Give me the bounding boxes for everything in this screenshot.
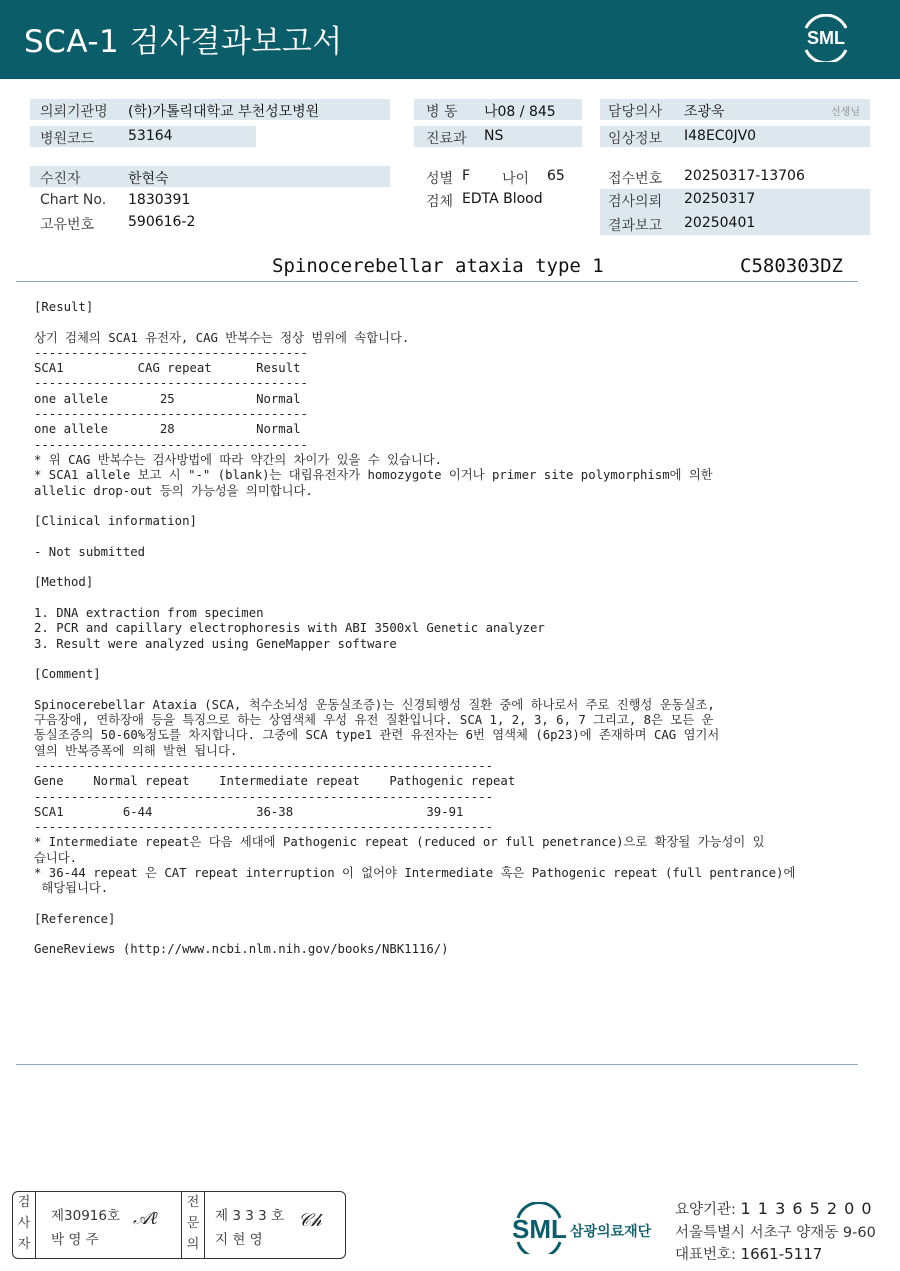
phone-number: 1661-5117 <box>740 1245 823 1263</box>
report-line: [Comment] <box>34 667 101 682</box>
report-line: one allele 28 Normal <box>34 422 301 437</box>
vertical-char: 문 <box>186 1216 200 1231</box>
sml-logo-text: SML <box>807 28 845 48</box>
table-divider: ------------------------------------- <box>34 345 308 360</box>
doctor-label: 담당의사 <box>608 104 663 120</box>
test-name: Spinocerebellar ataxia type 1 <box>272 255 604 277</box>
blank-line <box>34 591 864 606</box>
footer-phone <box>675 1243 822 1264</box>
specialist-name: 지 현 영 <box>215 1232 263 1248</box>
receipt-label: 접수번호 <box>608 171 663 187</box>
report-header <box>0 0 900 79</box>
specimen-field <box>414 189 584 210</box>
sex-value: F <box>462 168 471 184</box>
report-line: SCA1 6-44 36-38 39-91 <box>34 804 464 819</box>
blank-line <box>34 499 864 514</box>
unique-field <box>30 212 390 233</box>
report-line: 습니다. <box>34 850 78 865</box>
hospital-code-field <box>30 126 256 147</box>
report-line: * 36-44 repeat 은 CAT repeat interruption 이 없어야 Intermediate 혹은 Pathogenic repeat (full pentrance)에 <box>34 865 796 880</box>
patient-value: 한현숙 <box>128 171 169 187</box>
hospital-code-label: 병원코드 <box>40 131 95 147</box>
patient-label: 수진자 <box>40 171 81 187</box>
ward-label: 병 동 <box>426 104 458 120</box>
chart-field <box>30 190 390 211</box>
vertical-char: 검 <box>17 1195 31 1210</box>
report-line: [Result] <box>34 300 94 314</box>
inspector-label <box>13 1192 36 1258</box>
vertical-char: 자 <box>17 1237 31 1252</box>
clinical-label: 임상정보 <box>608 131 663 147</box>
blank-line <box>34 652 864 667</box>
report-line: 3. Result were analyzed using GeneMapper software <box>34 636 397 651</box>
doctor-field <box>600 99 870 120</box>
report-line: allelic drop-out 등의 가능성을 의미합니다. <box>34 483 313 498</box>
report-body <box>34 300 864 958</box>
report-line: 해당됩니다. <box>34 881 109 896</box>
request-label: 검사의뢰 <box>608 194 663 210</box>
request-value: 20250317 <box>684 191 756 207</box>
nursing-number: 1 1 3 6 5 2 0 0 <box>740 1199 873 1218</box>
chart-value: 1830391 <box>128 192 191 208</box>
table-divider: -------------------------------------------------------------- <box>34 758 494 773</box>
report-line: [Reference] <box>34 911 116 926</box>
report-line: 열의 반복증폭에 의해 발현 됩니다. <box>34 743 238 758</box>
blank-line <box>34 315 864 330</box>
blank-line <box>34 927 864 942</box>
age-value: 65 <box>547 168 565 184</box>
sex-label: 성별 <box>426 171 454 187</box>
sml-logo <box>798 14 854 62</box>
table-divider: -------------------------------------------------------------- <box>34 820 494 835</box>
report-line: [Clinical information] <box>34 514 197 529</box>
report-line: Spinocerebellar Ataxia (SCA, 척수소뇌성 운동실조증)는 신경퇴행성 질환 중에 하나로서 주로 진행성 운동실조, <box>34 697 715 712</box>
specialist-label <box>181 1192 205 1258</box>
table-divider: ------------------------------------- <box>34 407 308 422</box>
report-line: SCA1 CAG repeat Result <box>34 361 301 376</box>
vertical-char: 의 <box>186 1237 200 1252</box>
ward-field <box>414 99 582 120</box>
chart-label: Chart No. <box>40 192 107 208</box>
report-line: 동실조증의 50-60%정도를 차지합니다. 그중에 SCA type1 관련 유전자는 6번 염색체 (6p23)에 존재하며 CAG 염기서 <box>34 728 720 743</box>
sex-age-field <box>414 166 584 187</box>
report-line: * SCA1 allele 보고 시 "-" (blank)는 대립유전자가 homozygote 이거나 primer site polymorphism에 의한 <box>34 468 713 483</box>
signature-box <box>12 1191 346 1259</box>
report-line: 2. PCR and capillary electrophoresis with ABI 3500xl Genetic analyzer <box>34 621 545 636</box>
phone-label: 대표번호: <box>675 1247 736 1263</box>
inspector-number: 제30916호 <box>51 1208 121 1224</box>
report-line: - Not submitted <box>34 544 146 559</box>
inspector-name: 박 영 주 <box>51 1232 99 1248</box>
section-bottom-rule <box>16 1064 858 1065</box>
clinical-value: I48EC0JV0 <box>684 128 757 144</box>
receipt-field <box>600 166 870 187</box>
unique-label: 고유번호 <box>40 217 95 233</box>
hospital-code-value: 53164 <box>128 128 173 144</box>
inspector-signature-icon: 𝒜ℓ <box>133 1208 158 1229</box>
nursing-institution <box>675 1198 873 1219</box>
report-line: 상기 검체의 SCA1 유전자, CAG 반복수는 정상 범위에 속합니다. <box>34 330 410 345</box>
request-report-field <box>600 189 870 235</box>
report-line: * Intermediate repeat은 다음 세대에 Pathogenic repeat (reduced or full penetrance)으로 확장될 가능성이 있 <box>34 835 765 850</box>
blank-line <box>34 897 864 912</box>
unique-value: 590616-2 <box>128 214 196 230</box>
test-code: C580303DZ <box>740 255 843 277</box>
table-divider: ------------------------------------- <box>34 437 308 452</box>
patient-field <box>30 166 390 187</box>
table-divider: ------------------------------------- <box>34 376 308 391</box>
report-line: one allele 25 Normal <box>34 391 301 406</box>
clinical-field <box>600 126 870 147</box>
institution-field <box>30 99 390 120</box>
specimen-label: 검체 <box>426 194 454 210</box>
report-title: SCA-1 검사결과보고서 <box>24 24 343 60</box>
doctor-suffix: 선생님 <box>831 107 860 118</box>
vertical-char: 전 <box>186 1195 200 1210</box>
table-divider: -------------------------------------------------------------- <box>34 789 494 804</box>
institution-value: (학)가톨릭대학교 부천성모병원 <box>128 104 320 120</box>
blank-line <box>34 529 864 544</box>
dept-field <box>414 126 582 147</box>
specimen-value: EDTA Blood <box>462 191 543 207</box>
specialist-signature-icon: 𝒞𝒽 <box>298 1210 322 1231</box>
ward-value: 나08 / 845 <box>484 104 556 120</box>
report-value: 20250401 <box>684 215 756 231</box>
nursing-label: 요양기관: <box>675 1202 736 1218</box>
institution-label: 의뢰기관명 <box>40 104 108 120</box>
vertical-char: 사 <box>17 1216 31 1231</box>
dept-value: NS <box>484 128 504 144</box>
receipt-value: 20250317-13706 <box>684 168 805 184</box>
report-line: GeneReviews (http://www.ncbi.nlm.nih.gov/books/NBK1116/) <box>34 942 449 957</box>
blank-line <box>34 560 864 575</box>
report-line: 1. DNA extraction from specimen <box>34 605 264 620</box>
report-line: * 위 CAG 반복수는 검사방법에 따라 약간의 차이가 있을 수 있습니다. <box>34 452 443 467</box>
report-line: Gene Normal repeat Intermediate repeat Pathogenic repeat <box>34 774 516 789</box>
footer-org-name: 삼광의료재단 <box>570 1224 652 1240</box>
report-line: [Method] <box>34 575 94 590</box>
doctor-value: 조광욱 <box>684 104 725 120</box>
age-label: 나이 <box>502 171 530 187</box>
section-top-rule <box>16 281 858 282</box>
report-line: 구음장애, 연하장애 등을 특징으로 하는 상염색체 우성 유전 질환입니다. SCA 1, 2, 3, 6, 7 그리고, 8은 모든 운 <box>34 713 714 728</box>
dept-label: 진료과 <box>426 131 467 147</box>
report-label: 결과보고 <box>608 218 663 234</box>
blank-line <box>34 682 864 697</box>
footer-address: 서울특별시 서초구 양재동 9-60 <box>675 1225 876 1241</box>
specialist-number: 제 3 3 3 호 <box>215 1208 285 1224</box>
footer-sml-text: SML <box>512 1214 567 1244</box>
